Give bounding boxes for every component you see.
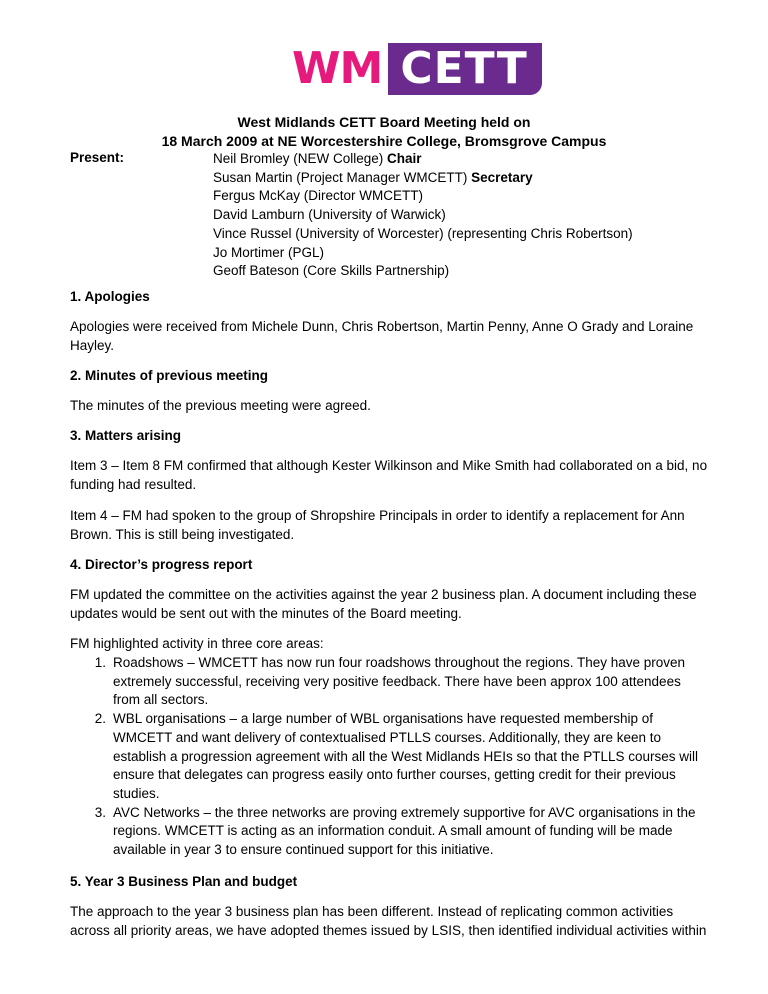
title-line-1: West Midlands CETT Board Meeting held on — [237, 114, 531, 130]
business-plan-text: The approach to the year 3 business plan has been different. Instead of replicating common activities across all priority areas, we have adopted themes issued by LSIS, then identified individual activities within — [70, 904, 707, 938]
list-item: 1. Roadshows – WMCETT has now run four roadshows throughout the regions. They have proven extremely successful, receiving very positive feedback. There have been approx 100 attendees from all sectors. — [94, 655, 686, 708]
apologies-text: Apologies were received from Michele Dunn, Chris Robertson, Martin Penny, Anne O Grady and Loraine Hayley. — [70, 319, 694, 353]
attendee: David Lamburn (University of Warwick) — [213, 207, 446, 223]
minutes-heading: 2. Minutes of previous meeting — [70, 368, 269, 383]
attendee-role: Chair — [387, 151, 422, 166]
minutes-text: The minutes of the previous meeting were agreed. — [70, 398, 371, 413]
logo-cett-text: CETT — [388, 43, 541, 95]
director-text: FM updated the committee on the activities against the year 2 business plan. A document including these updates would be sent out with the minutes of the Board meeting. — [70, 587, 697, 621]
attendee: Geoff Bateson (Core Skills Partnership) — [213, 263, 450, 279]
attendee: Susan Martin (Project Manager WMCETT) Secretary — [213, 169, 533, 185]
director-intro: FM highlighted activity in three core areas: — [70, 636, 324, 651]
wmcett-logo — [292, 43, 542, 95]
attendee-role: Secretary — [471, 169, 533, 185]
present-label: Present: — [70, 150, 125, 165]
apologies-heading: 1. Apologies — [70, 289, 150, 304]
list-item: 2. WBL organisations – a large number of WBL organisations have requested membership of WMCETT and want delivery of contextualised PTLLS courses. Additionally, they are keen to establish a progression agreement with all the West Midlands HEIs so that the PTLLS courses will ensure that delegates can progress easily onto further courses, getting credit for their previous studies. — [94, 711, 699, 801]
attendee: Fergus McKay (Director WMCETT) — [213, 188, 424, 204]
business-plan-heading: 5. Year 3 Business Plan and budget — [70, 874, 298, 889]
logo-wm-text: WM — [292, 43, 383, 94]
matters-heading: 3. Matters arising — [70, 428, 182, 443]
director-heading: 4. Director’s progress report — [70, 557, 253, 572]
attendee-list — [213, 150, 633, 281]
list-item: 3. AVC Networks – the three networks are proving extremely supportive for AVC organisations in the regions. WMCETT is acting as an information conduit. A small amount of funding will be made available in year 3 to ensure continued support for this initiative. — [94, 804, 696, 858]
matters-item-2: Item 4 – FM had spoken to the group of Shropshire Principals in order to identify a replacement for Ann Brown. This is still being investigated. — [70, 508, 685, 542]
title-line-2: 18 March 2009 at NE Worcestershire College, Bromsgrove Campus — [161, 133, 607, 149]
attendee: Neil Bromley (NEW College) Chair — [213, 151, 422, 166]
core-areas-list — [70, 654, 710, 860]
matters-item-1: Item 3 – Item 8 FM confirmed that although Kester Wilkinson and Mike Smith had collaborated on a bid, no funding had resulted. — [70, 458, 708, 492]
attendee: Jo Mortimer (PGL) — [213, 244, 325, 260]
attendee: Vince Russel (University of Worcester) (representing Chris Robertson) — [213, 225, 633, 241]
